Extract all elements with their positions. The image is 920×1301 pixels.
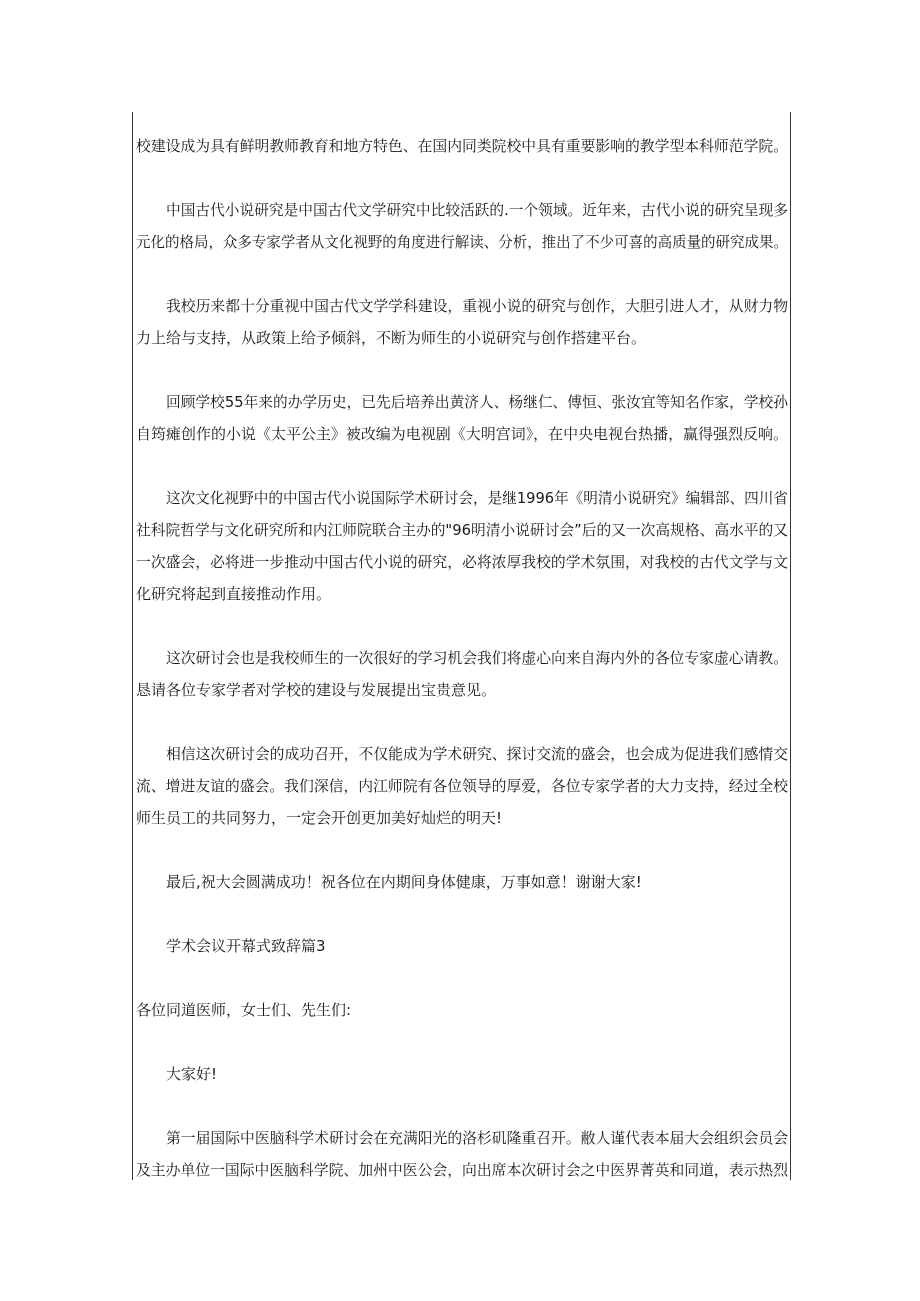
paragraph-gap — [136, 1026, 788, 1058]
paragraph-gap — [136, 258, 788, 290]
text-line: 化研究将起到直接推动作用。 — [136, 585, 332, 603]
text-line: 各位同道医师，女士们、先生们: — [136, 1001, 352, 1019]
text-line: 自筠瘫创作的小说《太平公主》被改编为电视剧《大明宫词》，在中央电视台热播，赢得强烈反响。 — [136, 425, 788, 443]
text-line: 流、增进友谊的盛会。我们深信，内江师院有各位领导的厚爱，各位专家学者的大力支持，经过全校 — [136, 777, 788, 795]
right-margin-rule — [790, 112, 791, 1180]
text-line: 一次盛会，必将进一步推动中国古代小说的研究，必将浓厚我校的学术氛围，对我校的古代文学与文 — [136, 553, 788, 571]
text-line: 及主办单位一国际中医脑科学院、加州中医公会，向出席本次研讨会之中医界菁英和同道，表示热烈 — [136, 1161, 788, 1179]
text-line: 社科院哲学与文化研究所和内江师院联合主办的"96明清小说研讨会”后的又一次高规格、高水平的又 — [136, 521, 788, 539]
paragraph-gap — [136, 834, 788, 866]
paragraph-gap — [136, 962, 788, 994]
text-line: 我校历来都十分重视中国古代文学学科建设，重视小说的研究与创作，大胆引进人才，从财力物 — [166, 297, 788, 315]
text-line: 力上给与支持，从政策上给予倾斜，不断为师生的小说研究与创作搭建平台。 — [136, 329, 647, 347]
text-line: 相信这次研讨会的成功召开，不仅能成为学术研究、探讨交流的盛会，也会成为促进我们感情交 — [166, 745, 788, 763]
paragraph — [136, 130, 788, 162]
paragraph-gap — [136, 706, 788, 738]
paragraph-gap — [136, 1090, 788, 1122]
document-body — [136, 130, 788, 1186]
text-line: 回顾学校55年来的办学历史，已先后培养出黄济人、杨继仁、傅恒、张汝宜等知名作家，学校孙 — [166, 393, 788, 411]
paragraph — [136, 738, 788, 834]
text-line: 中国古代小说研究是中国古代文学研究中比较活跃的.一个领域。近年来，古代小说的研究呈现多 — [166, 201, 788, 219]
text-line: 恳请各位专家学者对学校的建设与发展提出宝贵意见。 — [136, 681, 497, 699]
text-line: 这次文化视野中的中国古代小说国际学术研讨会，是继1996年《明清小说研究》编辑部、四川省 — [166, 489, 788, 507]
text-line: 师生员工的共同努力，一定会开创更加美好灿烂的明天! — [136, 809, 503, 827]
text-line: 学术会议开幕式致辞篇3 — [166, 937, 326, 955]
paragraph — [136, 994, 788, 1026]
paragraph-gap — [136, 898, 788, 930]
paragraph-gap — [136, 610, 788, 642]
paragraph — [136, 930, 788, 962]
text-line: 这次研讨会也是我校师生的一次很好的学习机会我们将虚心向来自海内外的各位专家虚心请教。 — [166, 649, 788, 667]
paragraph — [136, 290, 788, 354]
paragraph — [136, 194, 788, 258]
paragraph — [136, 386, 788, 450]
text-line: 第一届国际中医脑科学术研讨会在充满阳光的洛杉矶隆重召开。敝人谨代表本届大会组织会员会 — [166, 1129, 788, 1147]
paragraph-gap — [136, 162, 788, 194]
paragraph — [136, 1058, 788, 1090]
paragraph — [136, 642, 788, 706]
paragraph — [136, 866, 788, 898]
text-line: 最后,祝大会圆满成功！祝各位在内期间身体健康，万事如意！谢谢大家! — [166, 873, 642, 891]
paragraph-gap — [136, 354, 788, 386]
paragraph — [136, 482, 788, 610]
left-margin-rule — [132, 112, 133, 1180]
paragraph-gap — [136, 450, 788, 482]
text-line: 校建设成为具有鲜明教师教育和地方特色、在国内同类院校中具有重要影响的教学型本科师范学院。 — [136, 137, 788, 155]
text-line: 元化的格局，众多专家学者从文化视野的角度进行解读、分析，推出了不少可喜的高质量的研究成果。 — [136, 233, 788, 251]
paragraph — [136, 1122, 788, 1186]
text-line: 大家好! — [166, 1065, 218, 1083]
